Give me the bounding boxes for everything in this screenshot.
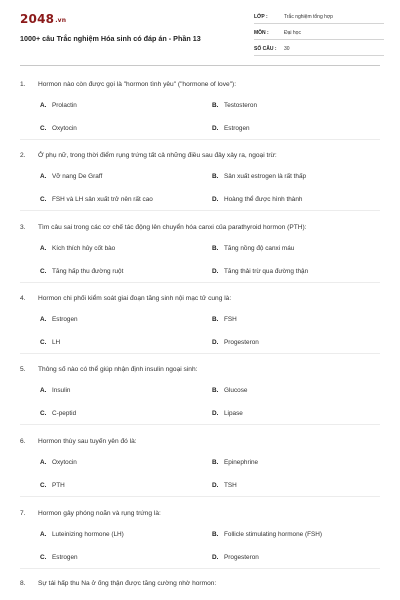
answer-option[interactable]: C. LH: [40, 339, 61, 346]
meta-value: 30: [284, 46, 290, 52]
question-divider: [20, 210, 380, 211]
answer-option[interactable]: B. Follicle stimulating hormone (FSH): [212, 531, 323, 538]
site-logo[interactable]: 2048.vn: [20, 12, 67, 26]
answer-option[interactable]: D. Hoàng thể được hình thành: [212, 196, 303, 203]
answer-option[interactable]: A. Insulin: [40, 387, 71, 394]
question-divider: [20, 139, 380, 140]
question-divider: [20, 353, 380, 354]
answer-option[interactable]: C. Estrogen: [40, 554, 78, 561]
answer-option[interactable]: C. PTH: [40, 482, 65, 489]
question-stem: [20, 510, 380, 517]
answer-option[interactable]: B. Sản xuất estrogen là rất thấp: [212, 173, 307, 180]
answer-option[interactable]: C. FSH và LH sản xuất trở nên rất cao: [40, 196, 153, 203]
meta-label: MÔN :: [254, 30, 269, 36]
question-stem: [20, 580, 380, 587]
question-number: 5.: [20, 366, 26, 373]
question-text: Hormon chi phối kiểm soát giai đoạn tăng sinh nội mạc tử cung là:: [38, 295, 232, 302]
document-title: 1000+ câu Trắc nghiệm Hóa sinh có đáp án - Phần 13: [20, 34, 201, 43]
question-stem: [20, 438, 380, 445]
question-number: 4.: [20, 295, 26, 302]
answer-option[interactable]: C. Oxytocin: [40, 125, 77, 132]
question-text: Ở phụ nữ, trong thời điểm rụng trứng tất cả những điều sau đây xảy ra, ngoại trừ:: [38, 152, 277, 159]
answer-option[interactable]: A. Luteinizing hormone (LH): [40, 531, 124, 538]
answer-option[interactable]: A. Kích thích hủy cốt bào: [40, 245, 116, 252]
question-stem: [20, 81, 380, 88]
answer-option[interactable]: C. Tăng hấp thu đường ruột: [40, 268, 124, 275]
question-divider: [20, 282, 380, 283]
question-text: Tìm câu sai trong các cơ chế tác động lên chuyển hóa canxi của parathyroid hormon (PTH):: [38, 224, 307, 231]
meta-label: LỚP :: [254, 14, 268, 20]
meta-subject-row: [254, 26, 384, 40]
answer-option[interactable]: D. Tăng thải trừ qua đường thận: [212, 268, 309, 275]
question-number: 3.: [20, 224, 26, 231]
answer-option[interactable]: D. Progesteron: [212, 339, 259, 346]
question-number: 6.: [20, 438, 26, 445]
document-header: [0, 0, 400, 62]
question-number: 7.: [20, 510, 26, 517]
question-number: 1.: [20, 81, 26, 88]
answer-option[interactable]: C. C-peptid: [40, 410, 77, 417]
question-divider: [20, 568, 380, 569]
answer-option[interactable]: B. Glucose: [212, 387, 248, 394]
question-stem: [20, 295, 380, 302]
question-stem: [20, 366, 380, 373]
answer-option[interactable]: B. Epinephrine: [212, 459, 259, 466]
meta-label: SỐ CÂU :: [254, 46, 277, 52]
question-divider: [20, 424, 380, 425]
answer-option[interactable]: D. Lipase: [212, 410, 243, 417]
answer-option[interactable]: B. FSH: [212, 316, 237, 323]
answer-option[interactable]: A. Oxytocin: [40, 459, 77, 466]
answer-option[interactable]: B. Testosteron: [212, 102, 258, 109]
question-number: 8.: [20, 580, 26, 587]
answer-option[interactable]: D. Progesteron: [212, 554, 259, 561]
answer-option[interactable]: D. Estrogen: [212, 125, 250, 132]
document-meta: [254, 10, 384, 58]
answer-option[interactable]: A. Prolactin: [40, 102, 77, 109]
meta-class-row: [254, 10, 384, 24]
meta-count-row: [254, 42, 384, 56]
answer-option[interactable]: A. Vỡ nang De Graff: [40, 173, 103, 180]
question-text: Hormon gây phóng noãn và rụng trứng là:: [38, 510, 161, 517]
header-divider: [20, 65, 380, 66]
question-text: Thông số nào có thể giúp nhận định insulin ngoại sinh:: [38, 366, 198, 373]
question-text: Hormon nào còn được gọi là "hormon tình yêu" ("hormone of love"):: [38, 81, 237, 88]
question-number: 2.: [20, 152, 26, 159]
question-stem: [20, 224, 380, 231]
meta-value: Trắc nghiệm tổng hợp: [284, 14, 333, 20]
answer-option[interactable]: B. Tăng nồng độ canxi máu: [212, 245, 295, 252]
meta-value: Đại học: [284, 30, 301, 36]
answer-option[interactable]: A. Estrogen: [40, 316, 78, 323]
question-stem: [20, 152, 380, 159]
question-divider: [20, 496, 380, 497]
question-text: Sự tái hấp thu Na ở ống thận được tăng cường nhờ hormon:: [38, 580, 217, 587]
question-text: Hormon thùy sau tuyến yên đó là:: [38, 438, 137, 445]
answer-option[interactable]: D. TSH: [212, 482, 237, 489]
